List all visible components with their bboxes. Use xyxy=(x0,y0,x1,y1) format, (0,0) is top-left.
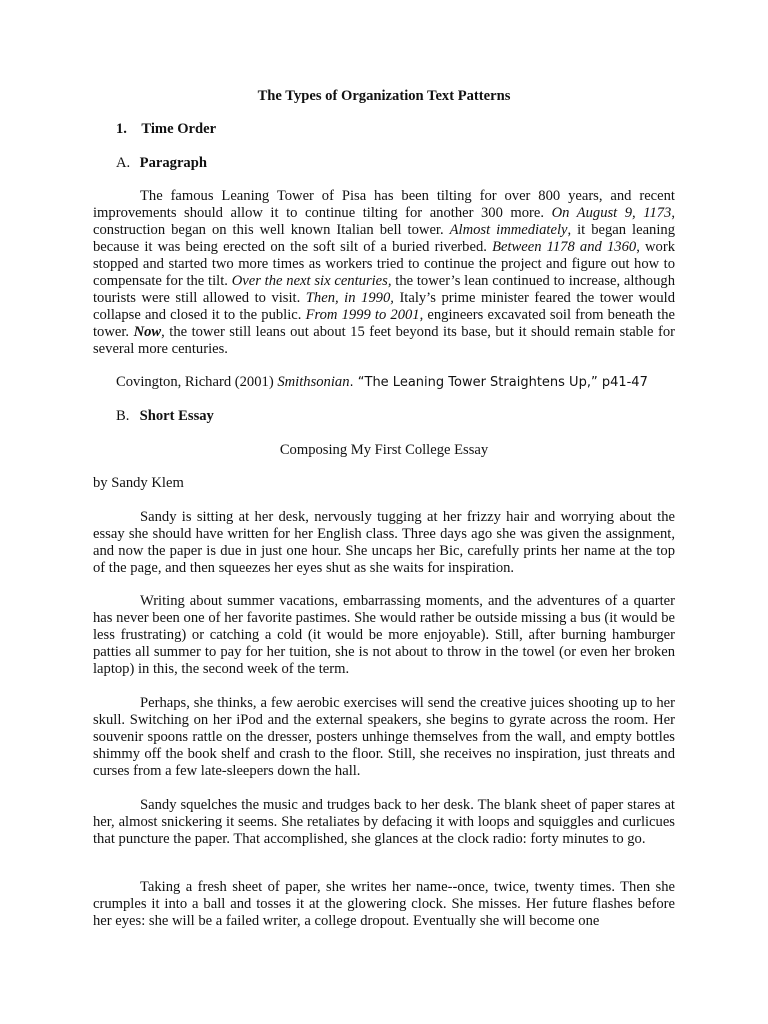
subsection-label: Paragraph xyxy=(139,155,207,171)
section-heading-time-order xyxy=(116,121,216,138)
paragraph-segment: Almost immediately xyxy=(449,222,568,238)
section-label: Time Order xyxy=(141,121,217,137)
essay-paragraph: Sandy squelches the music and trudges back to her desk. The blank sheet of paper stares at her, almost snickering it seems. She retaliates by defacing it with loops and squiggles and curlicues that puncture the paper. That accomplished, she glances at the clock radio: forty minutes to go. xyxy=(93,797,675,847)
paragraph-segment: , the tower still leans out about 15 feet beyond its base, but it should remain stable for several more centuries. xyxy=(93,324,675,357)
subsection-letter: B. xyxy=(116,408,130,424)
paragraph-segment: The famous Leaning Tower of Pisa has been tilting for over 800 years, and recent improvements should allow it to continue tilting for another 300 more. xyxy=(93,188,675,221)
essay-byline: by Sandy Klem xyxy=(93,475,184,491)
subsection-heading-short-essay xyxy=(116,408,214,425)
subsection-letter: A. xyxy=(116,155,131,171)
citation xyxy=(116,374,648,391)
paragraph-segment: the tower’s lean continued to increase, although tourists were still allowed to visit. xyxy=(93,273,675,306)
paragraph-segment: , work stopped and started two more times as workers tried to continue the project and figure out how to compensate for the tilt. xyxy=(93,239,675,289)
essay-title: Composing My First College Essay xyxy=(279,442,489,458)
paragraph-segment: Now xyxy=(133,324,162,340)
subsection-heading-paragraph xyxy=(116,155,207,172)
subsection-label: Short Essay xyxy=(139,408,214,424)
citation-author: Covington, Richard (2001) xyxy=(116,374,278,390)
paragraph-segment: , construction began on this well known Italian bell tower. xyxy=(93,205,675,238)
paragraph-segment: , it began leaning because it was being erected on the soft silt of a buried riverbed. xyxy=(93,222,675,255)
section-number: 1. xyxy=(116,121,127,137)
essay-paragraph: Sandy is sitting at her desk, nervously tugging at her frizzy hair and worrying about the essay she should have written for her English class. Three days ago she was given the assignment, and now the paper is due in just one hour. She uncaps her Bic, carefully prints her name at the top of the page, and then squeezes her eyes shut as she waits for inspiration. xyxy=(93,509,675,576)
pisa-paragraph xyxy=(93,188,675,358)
essay-paragraph: Perhaps, she thinks, a few aerobic exercises will send the creative juices shooting up to her skull. Switching on her iPod and the external speakers, she begins to gyrate across the room. Her souvenir spoons rattle on the dresser, posters unhinge themselves from the wall, and empty bottles shimmy off the book shelf and crash to the floor. Still, she receives no inspiration, just threats and curses from a few late-sleepers down the hall. xyxy=(93,695,675,779)
paragraph-segment: Italy’s prime minister feared the tower would collapse and closed it to the public. xyxy=(93,290,676,323)
paragraph-segment: Between 1178 and 1360 xyxy=(492,239,637,255)
paragraph-segment: On August 9, 1173 xyxy=(551,205,672,221)
citation-source: Smithsonian xyxy=(277,374,350,390)
essay-paragraph: Writing about summer vacations, embarrassing moments, and the adventures of a quarter has never been one of her favorite pastimes. She would rather be outside missing a bus (it would be less frustrating) or catching a cold (it would be more enjoyable). Still, after burning hamburger patties all summer to pay for her tuition, she is not about to throw in the towel (or even her broken laptop) in this, the second week of the term. xyxy=(93,593,675,677)
paragraph-segment: Then, in 1990, xyxy=(305,290,394,306)
document-title: The Types of Organization Text Patterns xyxy=(257,88,511,104)
paragraph-segment: From 1999 to 2001 xyxy=(305,307,420,323)
citation-title: . “The Leaning Tower Straightens Up,” p41-47 xyxy=(349,375,648,390)
paragraph-segment: Over the next six centuries, xyxy=(231,273,392,289)
paragraph-segment: , engineers excavated soil from beneath the tower. xyxy=(93,307,676,340)
essay-paragraph: Taking a fresh sheet of paper, she writes her name--once, twice, twenty times. Then she crumples it into a ball and tosses it at the glowering clock. She misses. Her future flashes before her eyes: she will be a failed writer, a college dropout. Eventually she will become one xyxy=(93,879,675,929)
